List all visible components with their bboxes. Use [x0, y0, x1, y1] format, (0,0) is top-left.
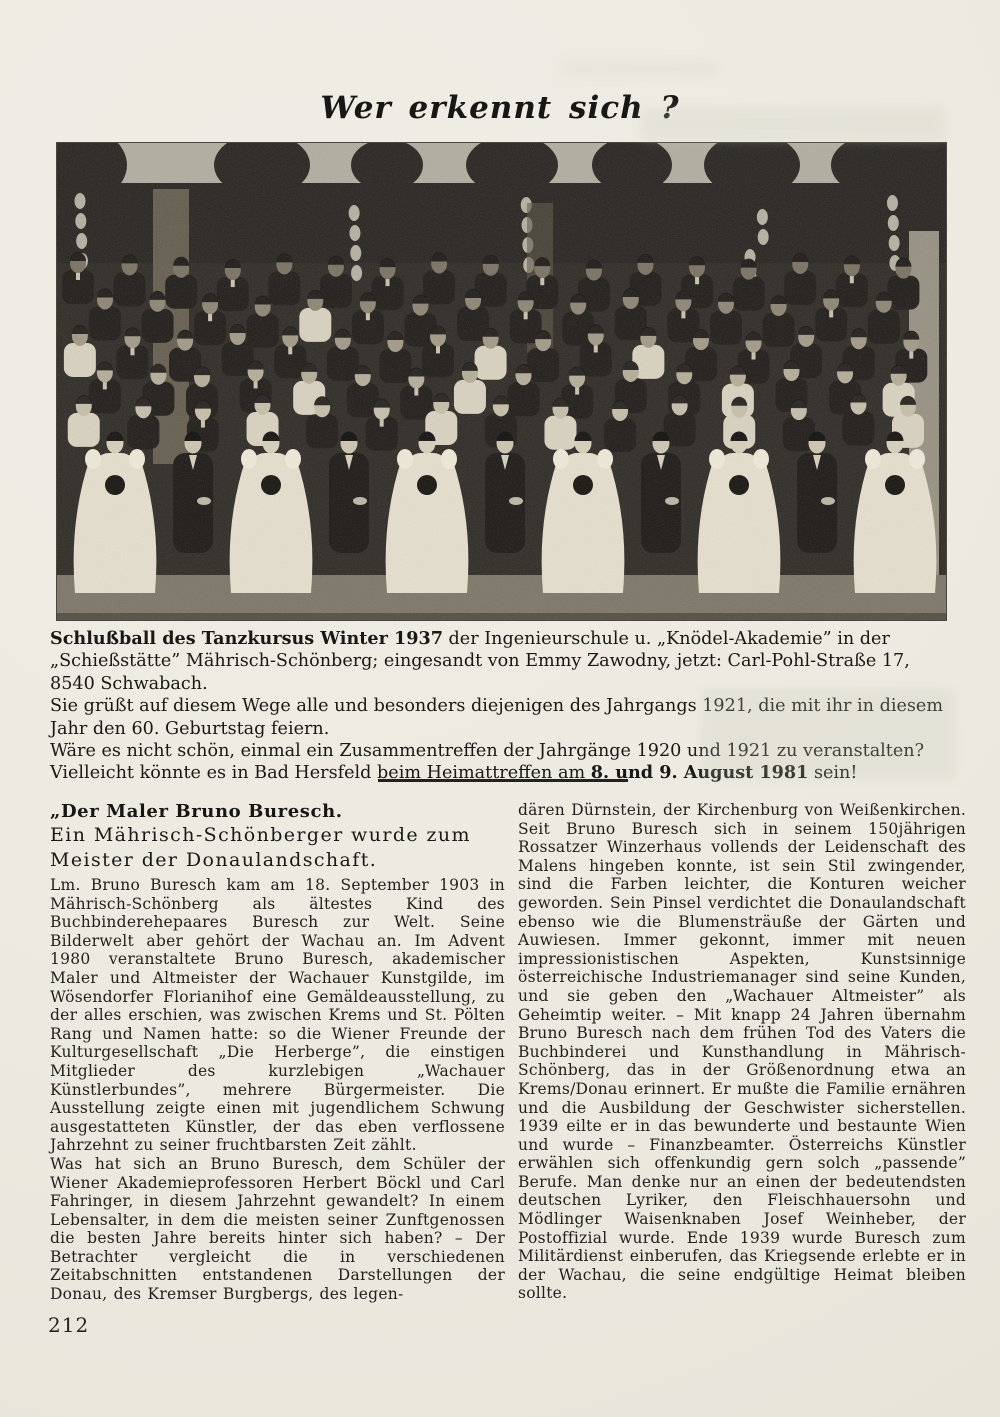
article-left-column: [50, 801, 505, 1304]
article-paragraph: Was hat sich an Bruno Buresch, dem Schüler der Wiener Akademieprofessoren Herbert Böckl und Carl Fahringer, in diesem Jahrzehnt gewandelt? In einem Lebensalter, in dem die meisten seiner Zunftgenossen die besten Jahre bereits hinter sich haben? – Der Betrachter vergleicht die in verschiedenen Zeitabschnitten entstandenen Darstellungen der Donau, des Kremser Burgbergs, des legen-: [50, 1154, 505, 1304]
caption-paragraph-2: Sie grüßt auf diesem Wege alle und besonders diejenigen des Jahrgangs 1921, die mit ihr in diesem Jahr den 60. Geburtstag feiern.: [50, 696, 944, 739]
caption-3-bold-date: 8. und 9. August 1981: [590, 762, 809, 784]
article-right-column: [518, 801, 966, 1304]
page-number: 212: [48, 1313, 90, 1337]
article-heading: „Der Maler Bruno Buresch.: [50, 801, 343, 822]
photo-caption: [50, 628, 952, 785]
group-photo: [57, 143, 946, 620]
section-divider: [378, 779, 628, 782]
caption-3-start: Wäre es nicht schön, einmal ein Zusammentreffen der Jahrgänge 1920 und 1921 zu veranstalten? Vielleicht könnte es in Bad Hersfeld beim Heimattreffen am: [50, 741, 925, 784]
article-paragraph: Lm. Bruno Buresch kam am 18. September 1903 in Mährisch-Schönberg als ältestes Kind des Buchbinderehepaares Buresch zur Welt. Seine Bilderwelt aber gehört der Wachau an. Im Advent 1980 veranstaltete Bruno Buresch, akademischer Maler und Altmeister der Wachauer Kunstgilde, im Wösendorfer Florianihof eine Gemäldeausstellung, zu der alles erschien, was zwischen Krems und St. Pölten Rang und Namen hatte: so die Wiener Freunde der Kulturgesellschaft „Die Herberge”, die einstigen Mitglieder des kurzlebigen „Wachauer Künstlerbundes”, mehrere Bürgermeister. Die Ausstellung zeigte einen mit jugendlichem Schwung ausgestatteten Künstler, der das eben verflossene Jahrzehnt zu seiner fruchtbarsten Zeit zählt.: [50, 876, 505, 1155]
page-title: Wer erkennt sich ?: [320, 90, 680, 126]
caption-lead-rest: der Ingenieurschule u. „Knödel-Akademie” in der „Schießstätte” Mährisch-Schönberg; eingesandt von Emmy Zawodny, jetzt: Carl-Pohl-Straße 17, 8540 Schwabach.: [50, 629, 910, 694]
caption-paragraph-1: [50, 628, 952, 695]
caption-lead-bold: Schlußball des Tanzkursus Winter 1937: [50, 628, 443, 649]
article: [50, 801, 965, 1304]
group-photo-svg: [57, 143, 946, 620]
article-paragraph: dären Dürnstein, der Kirchenburg von Weißenkirchen. Seit Bruno Buresch sich in seinem 150jährigen Rossatzer Winzerhaus vollends der Leidenschaft des Malens hingeben konnte, ist sein Stil zwingender, sind die Farben leichter, die Konturen weicher geworden. Sein Pinsel verdichtet die Donaulandschaft ebenso wie die Blumensträuße der Gärten und Auwiesen. Immer gekonnt, immer mit neuen impressionistischen Aspekten, Kunstsinnige österreichische Industriemanager sind seine Kunden, und sie geben den „Wachauer Altmeister” als Geheimtip weiter. – Mit knapp 24 Jahren übernahm Bruno Buresch nach dem frühen Tod des Vaters die Buchbinderei und Kunsthandlung in Mährisch-Schönberg, das in der Größenordnung etwa an Krems/Donau erinnert. Er mußte die Familie ernähren und die Ausbildung der Geschwister sicherstellen. 1939 eilte er in das bewunderte und bestaunte Wien und wurde – Finanzbeamter. Österreichs Künstler erwählen sich offenkundig gern solch „passende” Berufe. Man denke nur an einen der bedeutendsten deutschen Lyriker, den Fleischhauersohn und Mödlinger Waisenknaben Josef Weinheber, der Postoffizial wurde. Ende 1939 wurde Buresch zum Militärdienst einberufen, das Kriegsende erlebte er in der Wachau, die seine endgültige Heimat bleiben sollte.: [518, 801, 966, 1303]
article-subheading: Ein Mährisch-Schönberger wurde zum Meister der Donaulandschaft.: [50, 824, 471, 871]
caption-3-end: sein!: [808, 763, 858, 784]
